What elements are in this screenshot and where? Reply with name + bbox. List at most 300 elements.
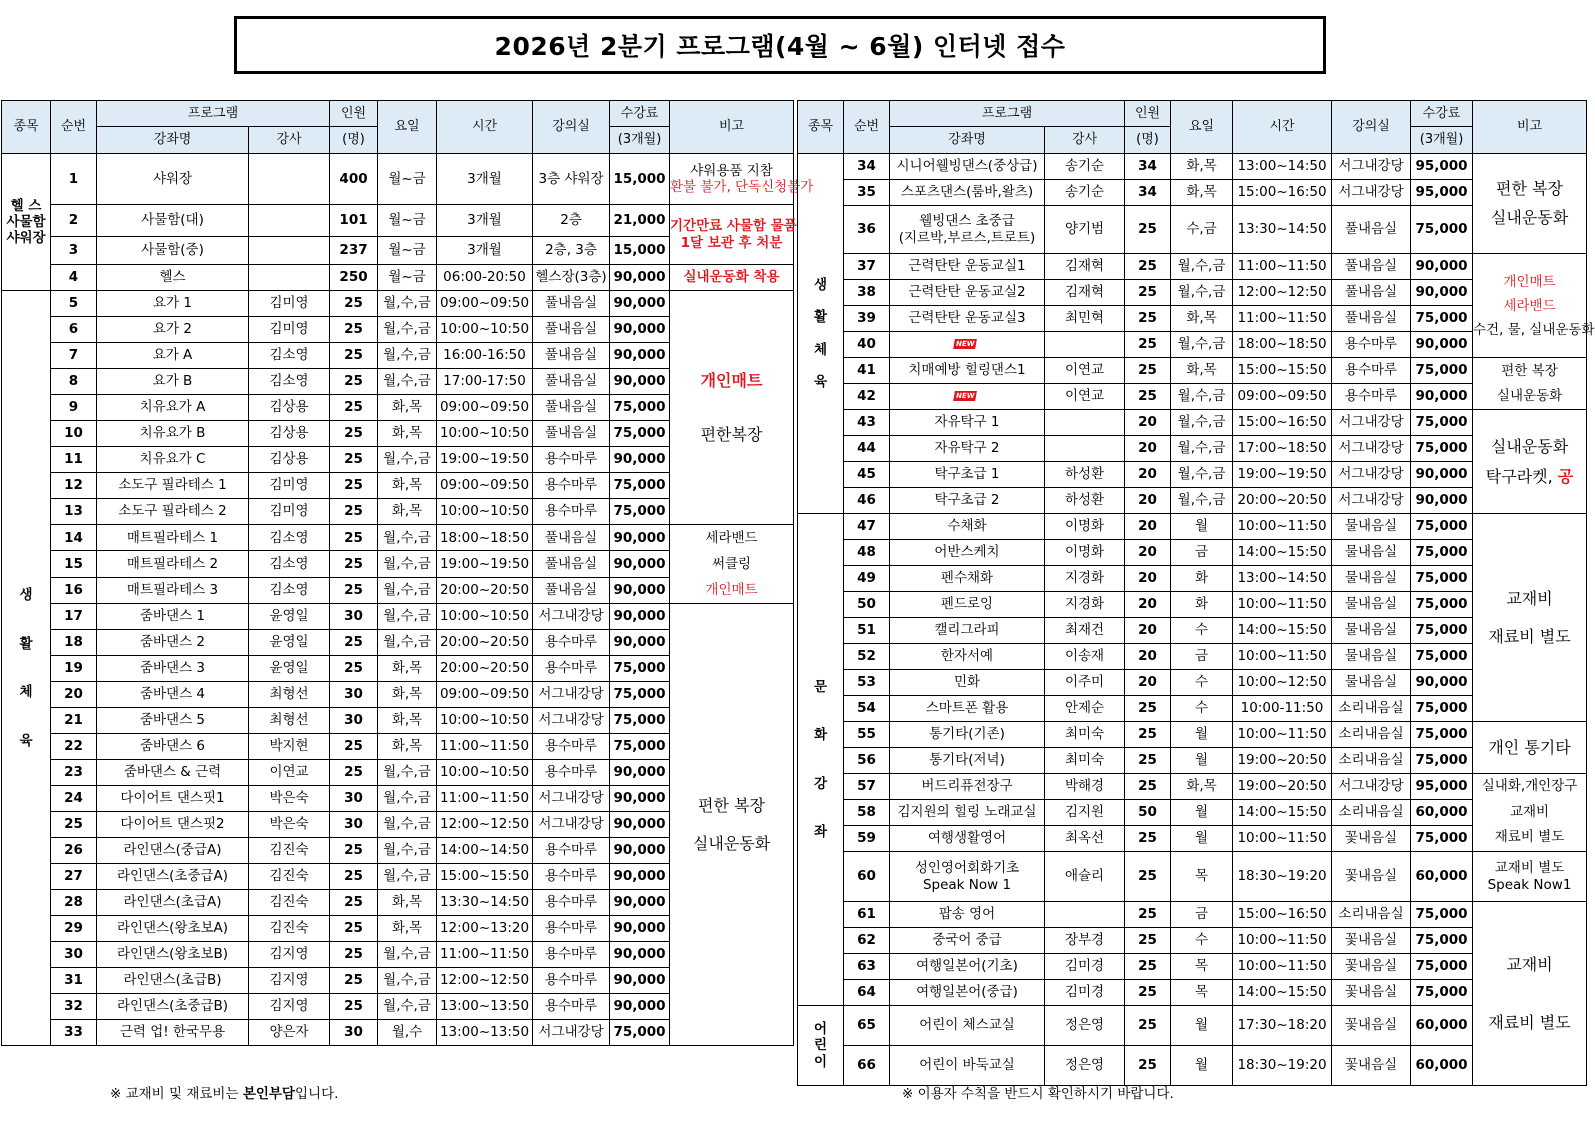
remark-line: 개인매트 [700, 371, 763, 391]
day-cell: 월,수,금 [378, 577, 437, 603]
table-row [798, 826, 1587, 852]
teacher-cell: 김지영 [249, 968, 330, 994]
header-category: 종목 [2, 101, 51, 154]
header-time: 시간 [437, 101, 533, 154]
fee-cell: 90,000 [610, 916, 670, 942]
capacity-cell: 25 [330, 551, 378, 577]
time-cell: 13:00~13:50 [437, 994, 533, 1020]
no-cell: 51 [844, 618, 890, 644]
capacity-cell: 25 [1125, 748, 1171, 774]
no-cell: 15 [51, 551, 97, 577]
time-cell: 06:00-20:50 [437, 265, 533, 291]
category-cell: 어 린 이 [798, 1006, 844, 1086]
course-cell: 소도구 필라테스 1 [97, 473, 249, 499]
fee-cell: 21,000 [610, 205, 670, 237]
day-cell: 화,목 [1171, 774, 1233, 800]
no-cell: 22 [51, 734, 97, 760]
header-no: 순번 [51, 101, 97, 154]
capacity-cell: 25 [330, 890, 378, 916]
room-cell: 풀내음실 [533, 369, 610, 395]
room-cell: 서그내강당 [1332, 154, 1411, 180]
fee-cell: 90,000 [610, 994, 670, 1020]
fee-cell: 90,000 [610, 968, 670, 994]
time-cell: 12:00~12:50 [1233, 280, 1332, 306]
time-cell: 09:00~09:50 [437, 291, 533, 317]
remark-cell: 실내운동화 착용 [670, 265, 794, 291]
fee-cell: 90,000 [610, 760, 670, 786]
fee-cell: 90,000 [610, 551, 670, 577]
time-cell: 13:30~14:50 [1233, 206, 1332, 254]
capacity-cell: 25 [330, 760, 378, 786]
day-cell: 월,수,금 [1171, 384, 1233, 410]
table-row [798, 980, 1587, 1006]
capacity-cell: 20 [1125, 514, 1171, 540]
course-cell: 줌바댄스 3 [97, 656, 249, 682]
teacher-cell: 애슐리 [1045, 852, 1125, 902]
day-cell: 월,수,금 [378, 630, 437, 656]
table-row [2, 525, 794, 551]
capacity-cell: 20 [1125, 540, 1171, 566]
capacity-cell: 25 [330, 864, 378, 890]
no-cell: 48 [844, 540, 890, 566]
time-cell: 13:30~14:50 [437, 890, 533, 916]
room-cell: 풀내음실 [533, 525, 610, 551]
day-cell: 화,목 [378, 421, 437, 447]
room-cell: 물내음실 [1332, 618, 1411, 644]
teacher-cell [249, 154, 330, 205]
capacity-cell: 20 [1125, 592, 1171, 618]
course-cell: 줌바댄스 4 [97, 682, 249, 708]
course-cell: 중국어 중급 [890, 928, 1045, 954]
course-cell: 샤워장 [97, 154, 249, 205]
teacher-cell [249, 265, 330, 291]
header-course: 강좌명 [97, 127, 249, 154]
course-cell: 시니어웰빙댄스(중상급) [890, 154, 1045, 180]
fee-cell: 90,000 [1411, 384, 1473, 410]
teacher-cell: 최민혁 [1045, 306, 1125, 332]
day-cell: 월 [1171, 800, 1233, 826]
fee-cell: 90,000 [610, 890, 670, 916]
day-cell: 월,수,금 [1171, 488, 1233, 514]
day-cell: 화,목 [1171, 180, 1233, 206]
remark-text: 공 [1557, 466, 1574, 486]
room-cell: 물내음실 [1332, 540, 1411, 566]
time-cell: 10:00~10:50 [437, 604, 533, 630]
table-row [798, 384, 1587, 410]
no-cell: 60 [844, 852, 890, 902]
teacher-cell [249, 205, 330, 237]
time-cell: 19:00~20:50 [1233, 748, 1332, 774]
capacity-cell: 25 [330, 656, 378, 682]
no-cell: 62 [844, 928, 890, 954]
no-cell: 5 [51, 291, 97, 317]
table-row [798, 748, 1587, 774]
no-cell: 47 [844, 514, 890, 540]
teacher-cell: 김미영 [249, 499, 330, 525]
teacher-cell: 지경화 [1045, 566, 1125, 592]
capacity-cell: 20 [1125, 488, 1171, 514]
no-cell: 54 [844, 696, 890, 722]
day-cell: 월~금 [378, 205, 437, 237]
capacity-cell: 25 [330, 942, 378, 968]
room-cell: 헬스장(3층) [533, 265, 610, 291]
day-cell: 월,수,금 [378, 317, 437, 343]
course-cell: 근력탄탄 운동교실1 [890, 254, 1045, 280]
course-cell: 치매예방 힐링댄스1 [890, 358, 1045, 384]
header-category: 종목 [798, 101, 844, 154]
no-cell: 46 [844, 488, 890, 514]
time-cell: 14:00~15:50 [1233, 800, 1332, 826]
no-cell: 13 [51, 499, 97, 525]
course-cell: 치유요가 C [97, 447, 249, 473]
room-cell: 풀내음실 [533, 317, 610, 343]
teacher-cell: 김미경 [1045, 954, 1125, 980]
time-cell: 10:00~10:50 [437, 499, 533, 525]
right-schedule-table [797, 100, 1595, 1086]
no-cell: 53 [844, 670, 890, 696]
time-cell: 18:00~18:50 [1233, 332, 1332, 358]
remark-line: 세라밴드 [705, 530, 758, 546]
footnote-right: ※ 이용자 수칙을 반드시 확인하시기 바랍니다. [902, 1086, 1174, 1102]
capacity-cell: 20 [1125, 670, 1171, 696]
day-cell: 화,목 [378, 734, 437, 760]
no-cell: 4 [51, 265, 97, 291]
fee-cell: 75,000 [1411, 592, 1473, 618]
page-title: 2026년 2분기 프로그램(4월 ~ 6월) 인터넷 접수 [234, 16, 1326, 74]
fee-cell: 90,000 [610, 864, 670, 890]
course-cell: 어린이 체스교실 [890, 1006, 1045, 1046]
room-cell: 2층 [533, 205, 610, 237]
table-row [798, 462, 1587, 488]
table-row [798, 254, 1587, 280]
time-cell: 11:00~11:50 [437, 786, 533, 812]
remark-text: 탁구라켓, [1485, 466, 1558, 486]
capacity-cell: 25 [330, 473, 378, 499]
teacher-cell: 김재혁 [1045, 254, 1125, 280]
fee-cell: 75,000 [1411, 722, 1473, 748]
header-teacher: 강사 [249, 127, 330, 154]
teacher-cell: 지경화 [1045, 592, 1125, 618]
no-cell: 31 [51, 968, 97, 994]
capacity-cell: 50 [1125, 800, 1171, 826]
capacity-cell: 25 [1125, 384, 1171, 410]
fee-cell: 90,000 [610, 604, 670, 630]
teacher-cell: 윤영일 [249, 604, 330, 630]
day-cell: 월 [1171, 748, 1233, 774]
room-cell: 용수마루 [533, 916, 610, 942]
fee-cell: 75,000 [1411, 826, 1473, 852]
day-cell: 월~금 [378, 265, 437, 291]
fee-cell: 75,000 [610, 473, 670, 499]
footnote-left-bold: 본인부담 [242, 1086, 295, 1102]
no-cell: 20 [51, 682, 97, 708]
time-cell: 16:00-16:50 [437, 343, 533, 369]
teacher-cell: 김미영 [249, 291, 330, 317]
fee-cell: 90,000 [610, 369, 670, 395]
no-cell: 11 [51, 447, 97, 473]
no-cell: 3 [51, 237, 97, 265]
teacher-cell: 김상용 [249, 421, 330, 447]
capacity-cell: 25 [1125, 852, 1171, 902]
day-cell: 월,수,금 [1171, 436, 1233, 462]
fee-cell: 75,000 [1411, 902, 1473, 928]
time-cell: 11:00~11:50 [437, 734, 533, 760]
capacity-cell: 25 [1125, 826, 1171, 852]
teacher-cell: 김상용 [249, 395, 330, 421]
room-cell: 용수마루 [533, 864, 610, 890]
course-cell: 버드리퓨전장구 [890, 774, 1045, 800]
table-row [2, 604, 794, 630]
room-cell: 서그내강당 [1332, 436, 1411, 462]
table-row [798, 644, 1587, 670]
fee-cell: 90,000 [610, 812, 670, 838]
capacity-cell: 25 [330, 994, 378, 1020]
no-cell: 6 [51, 317, 97, 343]
capacity-cell: 30 [330, 682, 378, 708]
fee-cell: 90,000 [610, 343, 670, 369]
room-cell: 3층 샤워장 [533, 154, 610, 205]
course-cell: 여행생활영어 [890, 826, 1045, 852]
capacity-cell: 25 [330, 916, 378, 942]
teacher-cell: 김소영 [249, 551, 330, 577]
table-row [2, 154, 794, 205]
course-cell: 요가 1 [97, 291, 249, 317]
time-cell: 13:00~14:50 [1233, 566, 1332, 592]
remark-cell [670, 525, 794, 604]
teacher-cell: 최옥선 [1045, 826, 1125, 852]
header-remark: 비고 [1473, 101, 1587, 154]
capacity-cell: 25 [330, 499, 378, 525]
no-cell: 49 [844, 566, 890, 592]
course-cell: 펜드로잉 [890, 592, 1045, 618]
teacher-cell: 이명화 [1045, 540, 1125, 566]
room-cell: 소리내음실 [1332, 902, 1411, 928]
remark-line: 샤워용품 지참 [690, 162, 773, 179]
room-cell: 용수마루 [533, 968, 610, 994]
fee-cell: 90,000 [1411, 462, 1473, 488]
fee-cell: 75,000 [610, 708, 670, 734]
day-cell: 수 [1171, 696, 1233, 722]
teacher-cell: 이주미 [1045, 670, 1125, 696]
teacher-cell: 김지영 [249, 942, 330, 968]
no-cell: 14 [51, 525, 97, 551]
day-cell: 월,수,금 [378, 343, 437, 369]
time-cell: 09:00~09:50 [1233, 384, 1332, 410]
no-cell: 50 [844, 592, 890, 618]
table-row [798, 180, 1587, 206]
course-cell: 어반스케치 [890, 540, 1045, 566]
header-capacity-unit: (명) [1125, 127, 1171, 154]
header-fee: 수강료 [610, 101, 670, 127]
teacher-cell [1045, 902, 1125, 928]
remark-line: 개인매트 [1503, 273, 1556, 290]
course-cell: 매트필라테스 2 [97, 551, 249, 577]
day-cell: 화,목 [1171, 306, 1233, 332]
no-cell: 23 [51, 760, 97, 786]
no-cell: 36 [844, 206, 890, 254]
day-cell: 월,수,금 [1171, 462, 1233, 488]
room-cell: 소리내음실 [1332, 696, 1411, 722]
no-cell: 2 [51, 205, 97, 237]
course-cell: 펜수채화 [890, 566, 1045, 592]
capacity-cell: 25 [1125, 254, 1171, 280]
room-cell: 서그내강당 [533, 812, 610, 838]
fee-cell: 75,000 [610, 395, 670, 421]
day-cell: 화,목 [378, 916, 437, 942]
capacity-cell: 25 [1125, 206, 1171, 254]
fee-cell: 75,000 [1411, 206, 1473, 254]
room-cell: 서그내강당 [1332, 488, 1411, 514]
room-cell: 용수마루 [533, 447, 610, 473]
day-cell: 수 [1171, 670, 1233, 696]
course-cell: 줌바댄스 2 [97, 630, 249, 656]
no-cell: 24 [51, 786, 97, 812]
category-cell: 헬 스 사물함 샤워장 [2, 154, 51, 291]
capacity-cell: 25 [330, 577, 378, 603]
room-cell: 꽃내음실 [1332, 928, 1411, 954]
course-cell: 라인댄스(초중급A) [97, 864, 249, 890]
table-row [798, 1006, 1587, 1046]
room-cell: 풀내음실 [533, 577, 610, 603]
teacher-cell: 최재건 [1045, 618, 1125, 644]
fee-cell: 60,000 [1411, 1046, 1473, 1086]
fee-cell: 90,000 [1411, 254, 1473, 280]
day-cell: 월,수,금 [378, 369, 437, 395]
fee-cell: 90,000 [1411, 670, 1473, 696]
table-row [798, 1046, 1587, 1086]
room-cell: 서그내강당 [533, 604, 610, 630]
fee-cell: 60,000 [1411, 800, 1473, 826]
fee-cell: 75,000 [1411, 954, 1473, 980]
room-cell: 풀내음실 [533, 395, 610, 421]
capacity-cell: 25 [1125, 902, 1171, 928]
capacity-cell: 25 [330, 343, 378, 369]
teacher-cell: 이연교 [1045, 358, 1125, 384]
no-cell: 17 [51, 604, 97, 630]
table-row [798, 566, 1587, 592]
day-cell: 월,수,금 [378, 291, 437, 317]
capacity-cell: 25 [330, 421, 378, 447]
remark-cell [670, 154, 814, 205]
room-cell: 용수마루 [533, 656, 610, 682]
time-cell: 10:00~11:50 [1233, 514, 1332, 540]
time-cell: 12:00~12:50 [437, 812, 533, 838]
time-cell: 19:00~20:50 [1233, 774, 1332, 800]
footnote-left-text: ※ 교재비 및 재료비는 [110, 1086, 243, 1102]
capacity-cell: 25 [330, 838, 378, 864]
fee-cell: 75,000 [610, 421, 670, 447]
fee-cell: 75,000 [1411, 696, 1473, 722]
course-cell: 라인댄스(중급A) [97, 838, 249, 864]
capacity-cell: 30 [330, 708, 378, 734]
table-row [798, 592, 1587, 618]
day-cell: 화,목 [378, 890, 437, 916]
course-cell: 캘리그라피 [890, 618, 1045, 644]
teacher-cell: 윤영일 [249, 656, 330, 682]
course-cell: 통기타(저녁) [890, 748, 1045, 774]
fee-cell: 60,000 [1411, 1006, 1473, 1046]
capacity-cell: 25 [1125, 696, 1171, 722]
time-cell: 18:30~19:20 [1233, 1046, 1332, 1086]
table-row [2, 265, 794, 291]
course-cell: 근력 업! 한국무용 [97, 1020, 249, 1046]
fee-cell: 90,000 [1411, 488, 1473, 514]
capacity-cell: 30 [330, 786, 378, 812]
fee-cell: 75,000 [610, 682, 670, 708]
capacity-cell: 400 [330, 154, 378, 205]
room-cell: 풀내음실 [533, 291, 610, 317]
room-cell: 서그내강당 [1332, 462, 1411, 488]
course-cell: 자유탁구 2 [890, 436, 1045, 462]
fee-cell: 75,000 [1411, 980, 1473, 1006]
course-cell: 탁구초급 1 [890, 462, 1045, 488]
teacher-cell [1045, 332, 1125, 358]
category-cell: 생 활 체 육 [2, 291, 51, 1046]
capacity-cell: 25 [330, 395, 378, 421]
time-cell: 10:00~11:50 [1233, 928, 1332, 954]
header-fee-unit: (3개월) [1411, 127, 1473, 154]
header-teacher: 강사 [1045, 127, 1125, 154]
table-row [798, 332, 1587, 358]
teacher-cell: 이연교 [1045, 384, 1125, 410]
time-cell: 19:00~19:50 [1233, 462, 1332, 488]
capacity-cell: 250 [330, 265, 378, 291]
course-cell: 사물함(중) [97, 237, 249, 265]
no-cell: 10 [51, 421, 97, 447]
teacher-cell: 김소영 [249, 525, 330, 551]
no-cell: 63 [844, 954, 890, 980]
fee-cell: 75,000 [610, 499, 670, 525]
room-cell: 서그내강당 [1332, 410, 1411, 436]
no-cell: 58 [844, 800, 890, 826]
remark-cell: 편한 복장 실내운동화 [1473, 358, 1587, 410]
course-cell: 요가 B [97, 369, 249, 395]
table-row [798, 488, 1587, 514]
day-cell: 월,수,금 [378, 942, 437, 968]
course-cell: 다이어트 댄스핏1 [97, 786, 249, 812]
day-cell: 월,수,금 [378, 760, 437, 786]
capacity-cell: 25 [330, 317, 378, 343]
remark-line: 환불 불가, 단독신청불가 [670, 179, 814, 195]
fee-cell: 75,000 [610, 734, 670, 760]
time-cell: 18:00~18:50 [437, 525, 533, 551]
day-cell: 화,목 [378, 682, 437, 708]
room-cell: 용수마루 [533, 942, 610, 968]
no-cell: 52 [844, 644, 890, 670]
category-cell: 생 활 체 육 [798, 154, 844, 514]
fee-cell: 90,000 [610, 630, 670, 656]
room-cell: 꽃내음실 [1332, 954, 1411, 980]
remark-cell: 실내화,개인장구 교재비 재료비 별도 [1473, 774, 1587, 852]
course-cell: 소도구 필라테스 2 [97, 499, 249, 525]
day-cell: 월 [1171, 514, 1233, 540]
fee-cell: 90,000 [610, 577, 670, 603]
course-cell: 수채화 [890, 514, 1045, 540]
day-cell: 화,목 [378, 395, 437, 421]
no-cell: 64 [844, 980, 890, 1006]
new-badge-icon: NEW [953, 391, 977, 401]
day-cell: 월,수,금 [378, 994, 437, 1020]
day-cell: 월 [1171, 1046, 1233, 1086]
teacher-cell: 최형선 [249, 682, 330, 708]
time-cell: 10:00~10:50 [437, 708, 533, 734]
room-cell: 물내음실 [1332, 566, 1411, 592]
header-day: 요일 [378, 101, 437, 154]
time-cell: 10:00~10:50 [437, 317, 533, 343]
teacher-cell: 김진숙 [249, 916, 330, 942]
fee-cell: 95,000 [1411, 774, 1473, 800]
room-cell: 풀내음실 [533, 343, 610, 369]
